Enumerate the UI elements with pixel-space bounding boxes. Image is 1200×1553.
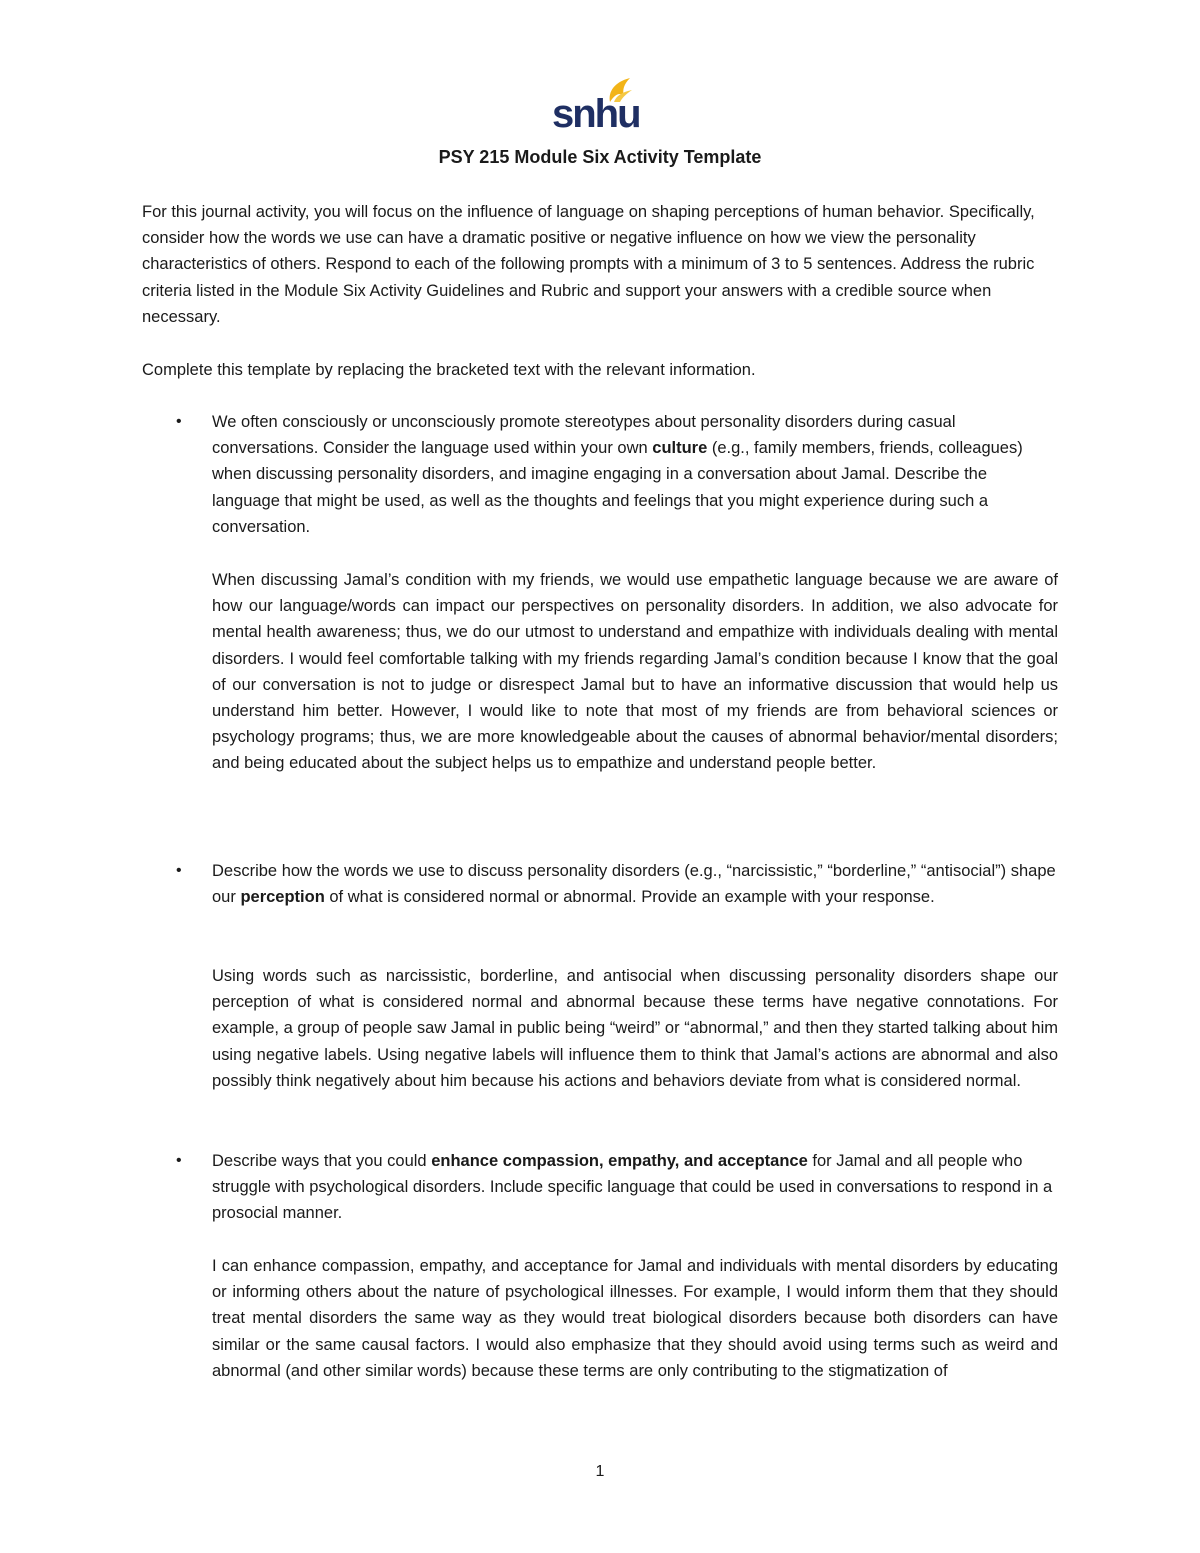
page-number: 1 bbox=[595, 1463, 605, 1480]
answer-3: I can enhance compassion, empathy, and acceptance for Jamal and individuals with mental disorders by educating or informing others about the nature of psychological illnesses. For example, I would inform them that they should treat mental disorders the same way as they would treat biological disorders because both disorders can have similar or the same causal factors. I would also emphasize that they should avoid using terms such as weird and abnormal (and other similar words) because these terms are only contributing to the stigmatization of bbox=[212, 1257, 1058, 1380]
prompt-text: We often consciously or unconsciously promote stereotypes about personality disorders during casual conversations. Consider the language used within your own bbox=[212, 413, 956, 458]
prompt-3 bbox=[212, 1148, 1058, 1227]
prompt-text: Describe ways that you could bbox=[212, 1152, 432, 1170]
answer-1: When discussing Jamal’s condition with my friends, we would use empathetic language because we are aware of how our language/words can impact our perspectives on personality disorders. In addition, we also advocate for mental health awareness; thus, we do our utmost to understand and empathize with individuals dealing with mental disorders. I would feel comfortable talking with my friends regarding Jamal’s condition because I know that the goal of our conversation is not to judge or disrespect Jamal but to have an informative discussion that would help us understand him better. However, I would like to note that most of my friends are from behavioral sciences or psychology programs; thus, we are more knowledgeable about the causes of abnormal behavior/mental disorders; and being educated about the subject helps us to empathize and understand people better. bbox=[212, 571, 1058, 773]
prompt-1 bbox=[212, 409, 1058, 540]
prompt-emphasis: perception bbox=[240, 888, 325, 907]
prompt-emphasis: culture bbox=[652, 439, 708, 458]
prompt-text: for Jamal and all people who struggle with psychological disorders. Include specific language that could be used in conversations to respond in a prosocial manner. bbox=[212, 1152, 1053, 1223]
prompt-text: (e.g., family members, friends, colleagues) when discussing personality disorders, and imagine engaging in a conversation about Jamal. Describe the language that might be used, as well as the thoughts and feelings that you might experience during such a conversation. bbox=[212, 439, 1023, 536]
snhu-logo bbox=[552, 72, 644, 136]
prompt-text: of what is considered normal or abnormal. Provide an example with your response. bbox=[324, 888, 935, 907]
document-title: PSY 215 Module Six Activity Template bbox=[438, 147, 762, 167]
bullet-marker: • bbox=[176, 862, 182, 879]
intro-paragraph: For this journal activity, you will focus on the influence of language on shaping perceptions of human behavior. Specifically, consider how the words we use can have a dramatic positive or negative influence on how we view the personality characteristics of others. Respond to each of the following prompts with a minimum of 3 to 5 sentences. Address the rubric criteria listed in the Module Six Activity Guidelines and Rubric and support your answers with a credible source when necessary. bbox=[142, 203, 1035, 326]
prompt-2 bbox=[212, 858, 1058, 910]
bullet-marker: • bbox=[176, 413, 182, 430]
instruction-paragraph: Complete this template by replacing the bracketed text with the relevant information. bbox=[142, 361, 756, 379]
logo-wordmark: snhu bbox=[552, 92, 640, 136]
answer-2: Using words such as narcissistic, borderline, and antisocial when discussing personality disorders shape our perception of what is considered normal and abnormal because these terms have negative connotations. For example, a group of people saw Jamal in public being “weird” or “abnormal,” and then they started talking about him using negative labels. Using negative labels will influence them to think that Jamal’s actions are abnormal and also possibly think negatively about him because his actions and behaviors deviate from what is considered normal. bbox=[212, 967, 1058, 1090]
prompt-text: Describe how the words we use to discuss personality disorders (e.g., “narcissistic,” “borderline,” “antisocial”) shape our bbox=[212, 862, 1056, 907]
bullet-marker: • bbox=[176, 1152, 182, 1169]
prompt-emphasis: enhance compassion, empathy, and acceptance bbox=[431, 1152, 808, 1170]
